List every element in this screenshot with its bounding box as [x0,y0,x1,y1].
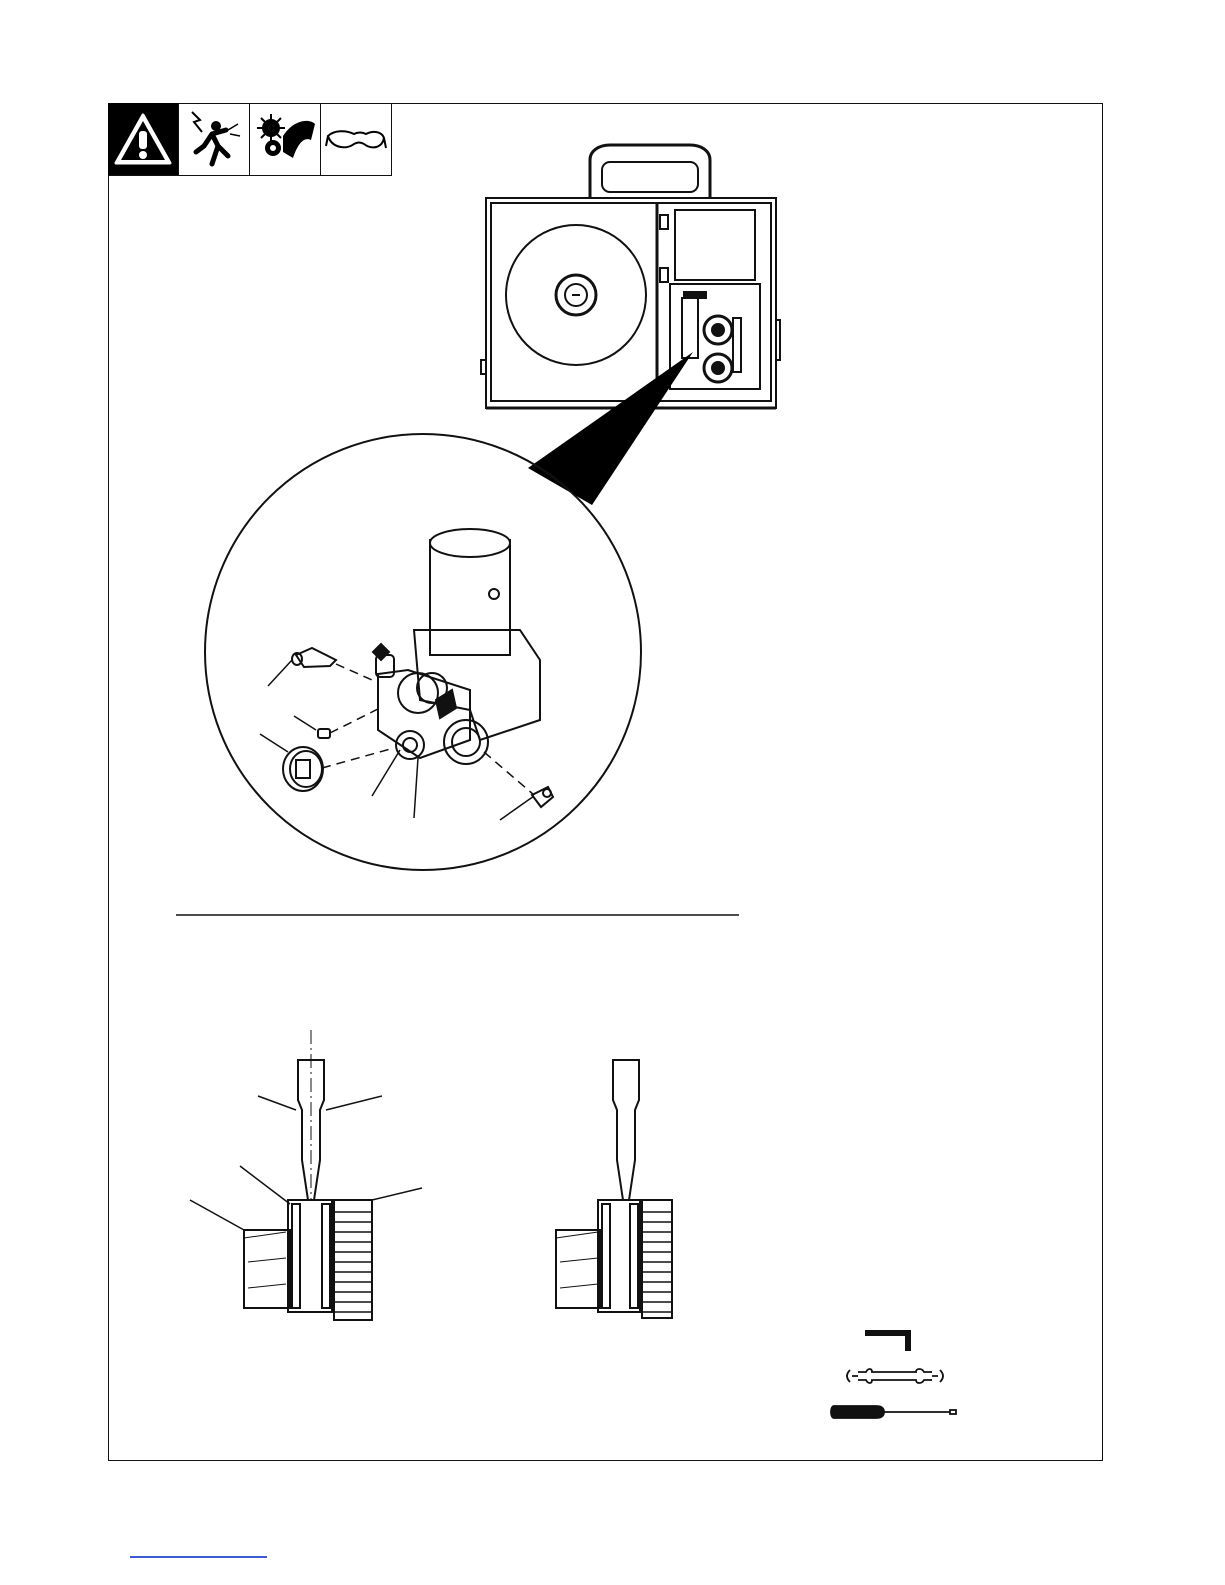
alignment-view-left [244,1030,372,1320]
open-end-wrench-icon [847,1369,943,1383]
footer-link[interactable] [130,1556,267,1558]
zoom-wedge [528,352,693,505]
drive-assembly-detail [373,529,540,764]
detail-circle [205,434,641,870]
hex-key-icon [866,1331,910,1350]
alignment-view-right [556,1060,672,1318]
alignment-lines [322,664,534,795]
inlet-guide-part [292,648,336,667]
drive-roll-part [283,747,323,791]
drive-rolls-small [682,292,741,382]
wire-feeder-cabinet [481,145,780,408]
screwdriver-icon [831,1406,956,1418]
alignment-left-leaders [190,1096,422,1230]
set-screw-part [318,729,330,738]
outlet-guide-part [532,787,553,807]
